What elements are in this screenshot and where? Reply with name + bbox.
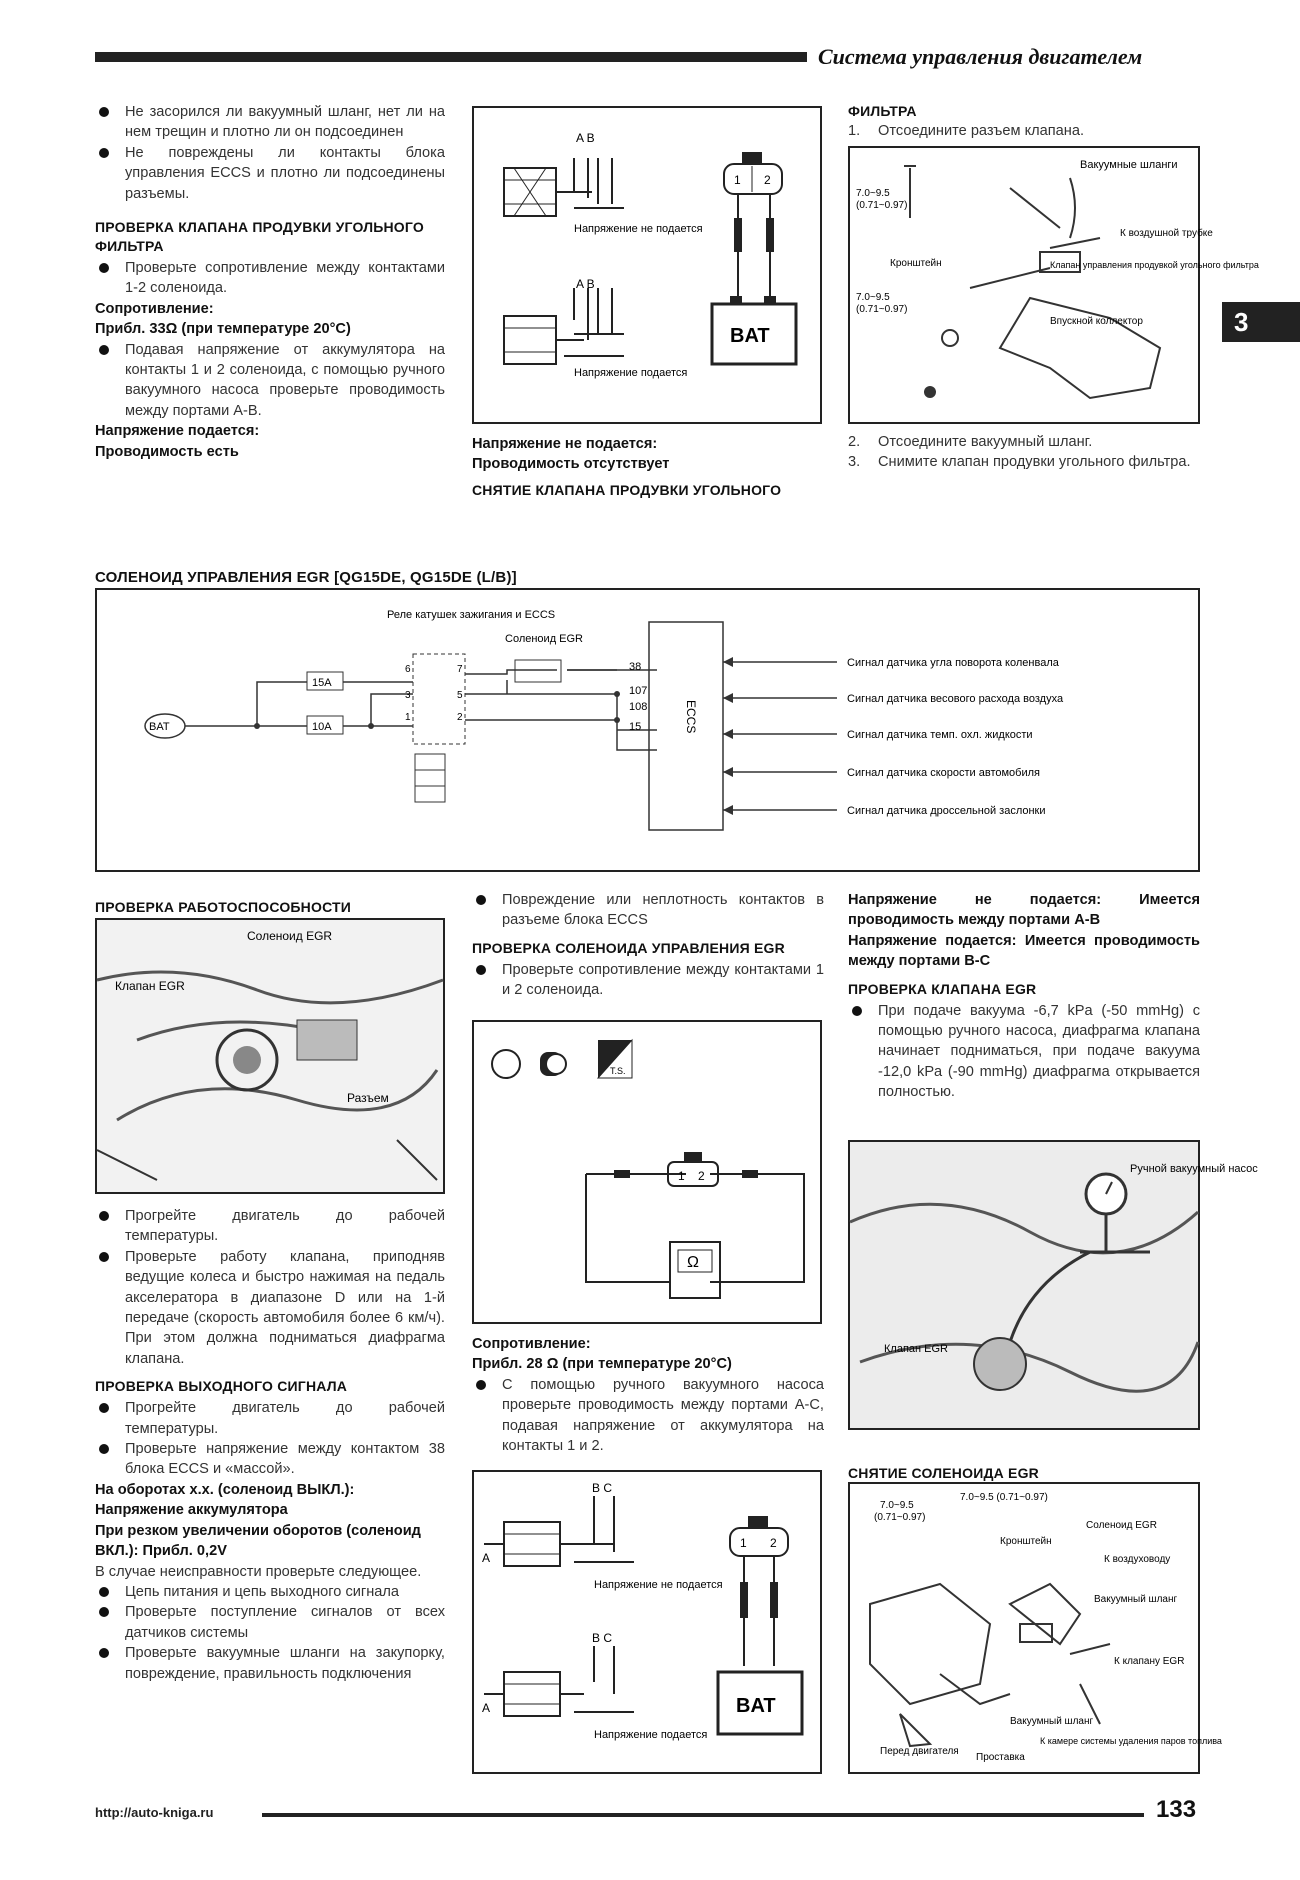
signal-label-2: Сигнал датчика темп. охл. жидкости <box>847 729 1033 741</box>
voltage-label: Напряжение подается <box>574 367 688 379</box>
egr-removal-figure <box>848 1482 1222 1774</box>
signal-arrow <box>723 805 733 815</box>
lbl-conn: Разъем <box>347 1091 389 1105</box>
fig2-pin2: 2 <box>770 1536 777 1550</box>
a-bottom: A <box>482 1701 491 1715</box>
result-not-conductive: Проводимость отсутствует <box>472 456 670 473</box>
svg-text:6: 6 <box>405 664 411 675</box>
bullet-check-valve: Проверьте работу клапана, приподняв ведущие колеса и быстро нажимая на педаль акселератора в диапазоне D или на 1-й передаче (скорость автомобиля более 6 км/ч). При этом должна подниматься диафрагма клапана. <box>95 1247 445 1369</box>
wiring-diagram-frame <box>95 588 1200 872</box>
wiring-diagram <box>97 590 1198 870</box>
lbl-pump: Ручной вакуумный насос <box>1130 1163 1258 1175</box>
egr-sol-test-figure <box>472 1470 822 1774</box>
fault-note: В случае неисправности проверьте следующее. <box>95 1563 422 1580</box>
wiring-title: СОЛЕНОИД УПРАВЛЕНИЯ EGR [QG15DE, QG15DE (L/B)] <box>95 569 517 586</box>
col2-top-text <box>472 434 824 502</box>
result-bc: Напряжение подается: Имеется проводимость между портами В-С <box>848 932 1200 970</box>
resistance-value: Прибл. 33Ω (при температуре 20°С) <box>95 321 351 338</box>
section-filter: ФИЛЬТРА <box>848 103 917 119</box>
lbl-vac2: Вакуумный шланг <box>1010 1716 1094 1727</box>
lbl-spacer: Проставка <box>976 1752 1025 1763</box>
bullet-vac-ac: С помощью ручного вакуумного насоса проверьте проводимость между портами А-С, подавая напряжение от аккумулятора на контакты 1 и 2. <box>472 1375 824 1457</box>
section-operation: ПРОВЕРКА РАБОТОСПОСОБНОСТИ <box>95 899 352 915</box>
step-1: Отсоедините разъем клапана. <box>878 123 1085 139</box>
t1b: (0.71~0.97) <box>874 1512 926 1523</box>
eccs-pin-107: 107 <box>629 685 648 697</box>
fuse-15a: 15A <box>312 677 332 689</box>
bullet-hose: Не засорился ли вакуумный шланг, нет ли на нем трещин и плотно ли он подсоединен <box>95 102 445 143</box>
eccs-label: ECCS <box>684 700 698 734</box>
lbl-sol: Соленоид EGR <box>247 929 333 943</box>
section-removal: СНЯТИЕ КЛАПАНА ПРОДУВКИ УГОЛЬНОГО <box>472 481 782 498</box>
section-solenoid-check: ПРОВЕРКА СОЛЕНОИДА УПРАВЛЕНИЯ EGR <box>472 939 785 956</box>
footer-rule <box>262 1813 1144 1817</box>
lbl-sol2: Соленоид EGR <box>1086 1520 1157 1531</box>
bullet-sensors: Проверьте поступление сигналов от всех датчиков системы <box>95 1602 445 1643</box>
pin2: 2 <box>764 173 771 187</box>
fig2-no-voltage: Напряжение не подается <box>594 1579 723 1591</box>
t1: 7.0~9.5 <box>880 1500 914 1511</box>
torque2b: (0.71~0.97) <box>856 304 908 315</box>
fig2-pin1: 1 <box>740 1536 747 1550</box>
bullet-eccs-connector: Повреждение или неплотность контактов в разъеме блока ECCS <box>472 890 824 931</box>
bullet-warm: Прогрейте двигатель до рабочей температуры. <box>95 1206 445 1247</box>
lbl-to-canister: К камере системы удаления паров топлива <box>1040 1736 1222 1746</box>
solenoid-label: Соленоид EGR <box>505 633 584 645</box>
ports-bottom-label: A B <box>576 277 595 291</box>
bullet-vacuum: При подаче вакуума -6,7 kPa (-50 mmHg) с помощью ручного насоса, диафрагма клапана начинает подниматься, при подаче вакуума -12,0 kPa (-90 mmHg) диафрагма открывается полностью. <box>848 1001 1200 1103</box>
bullet-sol-resistance: Проверьте сопротивление между контактами 1 и 2 соленоида. <box>472 960 824 1001</box>
bc-top: B C <box>592 1481 613 1495</box>
step-3: Снимите клапан продувки угольного фильтра. <box>878 454 1191 471</box>
signal-arrow <box>723 693 733 703</box>
bullet-warm-2: Прогрейте двигатель до рабочей температуры. <box>95 1398 445 1439</box>
bullet-voltage-38: Проверьте напряжение между контактом 38 блока ECCS и «массой». <box>95 1439 445 1480</box>
egr-valve-photo <box>848 1140 1258 1430</box>
lbl-front: Перед двигателя <box>880 1746 959 1757</box>
sol-res-value: Прибл. 28 Ω (при температуре 20°С) <box>472 1356 732 1373</box>
purge-valve-figure <box>472 106 822 424</box>
header-rule <box>95 52 807 62</box>
eccs-pin-15: 15 <box>629 721 642 733</box>
lbl-valve: Клапан EGR <box>115 979 185 993</box>
signal-arrow <box>723 767 733 777</box>
result-voltage-on: Напряжение подается: <box>95 423 260 440</box>
signal-label-1: Сигнал датчика весового расхода воздуха <box>847 693 1064 705</box>
no-voltage-label: Напряжение не подается <box>574 223 703 235</box>
purge-valve-diagram <box>474 108 820 422</box>
page-header-title: Система управления двигателем <box>818 44 1143 69</box>
lbl-bracket: Кронштейн <box>890 258 942 269</box>
bullet-contacts: Не повреждены ли контакты блока управления ECCS и плотно ли подсоединены разъемы. <box>95 143 445 204</box>
lbl-egr-valve: Клапан EGR <box>884 1343 948 1355</box>
section-egr-valve: ПРОВЕРКА КЛАПАНА EGR <box>848 980 1037 997</box>
torque1b: (0.71~0.97) <box>856 200 908 211</box>
signal-label-4: Сигнал датчика дроссельной заслонки <box>847 805 1046 817</box>
ohmmeter-diagram <box>474 1022 820 1322</box>
torque1: 7.0~9.5 <box>856 188 890 199</box>
ts-label: T.S. <box>610 1066 626 1076</box>
fig2-bat: BAT <box>736 1695 776 1717</box>
svg-text:7: 7 <box>457 664 463 675</box>
section-egr-removal: СНЯТИЕ СОЛЕНОИДА EGR <box>848 1465 1039 1481</box>
signal-arrow <box>723 657 733 667</box>
lbl-hose2: Вакуумный шланг <box>1094 1594 1178 1605</box>
lbl-to-air: К воздушной трубке <box>1120 228 1213 239</box>
svg-text:2: 2 <box>457 712 463 723</box>
idle-result: На оборотах х.х. (соленоид ВЫКЛ.): Напряжение аккумулятора <box>95 1481 355 1519</box>
ohm-pin2: 2 <box>698 1169 705 1183</box>
egr-removal-diagram <box>850 1484 1222 1772</box>
svg-text:3: 3 <box>405 690 411 701</box>
bullet-resistance: Проверьте сопротивление между контактами 1-2 соленоида. <box>95 258 445 299</box>
egr-sol-test-diagram <box>474 1472 820 1772</box>
eccs-pin-38: 38 <box>629 661 642 673</box>
lbl-to-duct: К воздуховоду <box>1104 1554 1171 1565</box>
fuse-10a: 10A <box>312 721 332 733</box>
eccs-pin-108: 108 <box>629 701 648 713</box>
battery-label: BAT <box>730 325 770 347</box>
signal-arrow <box>723 729 733 739</box>
section-heading: ПРОВЕРКА КЛАПАНА ПРОДУВКИ УГОЛЬНОГО ФИЛЬТРА <box>95 219 424 255</box>
bullet-voltage-check: Подавая напряжение от аккумулятора на контакты 1 и 2 соленоида, с помощью ручного вакуумного насоса проверьте проводимость между портами А-В. <box>95 340 445 422</box>
lbl-valve: Клапан управления продувкой угольного фильтра <box>1050 260 1259 270</box>
col2-bottom-top <box>472 890 824 1001</box>
torque2: 7.0~9.5 <box>856 292 890 303</box>
result-conductive: Проводимость есть <box>95 443 239 460</box>
fig2-voltage: Напряжение подается <box>594 1729 708 1741</box>
relay-label: Реле катушек зажигания и ECCS <box>387 609 556 621</box>
lbl-vac-hoses: Вакуумные шланги <box>1080 159 1178 171</box>
svg-text:1: 1 <box>405 712 411 723</box>
page-number: 133 <box>1156 1796 1197 1823</box>
col3-top-steps: 2. Отсоедините вакуумный шланг. 3. Снимите клапан продувки угольного фильтра. <box>848 434 1191 471</box>
col2-bottom-text <box>472 1334 824 1456</box>
col3-bottom-text <box>848 890 1200 1103</box>
sol-res-label: Сопротивление: <box>472 1336 591 1352</box>
ohm-figure <box>472 1020 822 1324</box>
t2: 7.0~9.5 (0.71~0.97) <box>960 1492 1048 1503</box>
bc-bottom: B C <box>592 1631 613 1645</box>
lbl-to-valve: К клапану EGR <box>1114 1656 1185 1667</box>
bullet-hoses: Проверьте вакуумные шланги на закупорку, повреждение, правильность подключения <box>95 1643 445 1684</box>
signal-label-3: Сигнал датчика скорости автомобиля <box>847 767 1040 779</box>
footer-url[interactable]: http://auto-kniga.ru <box>95 1805 214 1820</box>
result-ab: Напряжение не подается: Имеется проводимость между портами А-В <box>848 892 1200 929</box>
chapter-tab: 3 <box>1222 302 1300 342</box>
ports-top-label: A B <box>576 131 595 145</box>
egr-valve-photo-sketch <box>850 1142 1258 1428</box>
lbl-manifold: Впускной коллектор <box>1050 316 1143 327</box>
ohm-symbol: Ω <box>687 1254 699 1271</box>
operation-photo <box>95 918 445 1194</box>
purge-removal-figure <box>848 146 1259 424</box>
col1-top <box>95 102 445 462</box>
step-2: Отсоедините вакуумный шланг. <box>878 434 1093 450</box>
wire-bat: BAT <box>149 721 170 733</box>
rev-result: При резком увеличении оборотов (соленоид ВКЛ.): Прибл. 0,2V <box>95 1522 421 1560</box>
bullet-circuit: Цепь питания и цепь выходного сигнала <box>95 1582 445 1602</box>
svg-text:5: 5 <box>457 690 463 701</box>
result-voltage-off: Напряжение не подается: <box>472 436 658 452</box>
purge-removal-diagram <box>850 148 1259 422</box>
a-top: A <box>482 1551 491 1565</box>
engine-photo-sketch <box>97 920 443 1192</box>
lbl-bracket2: Кронштейн <box>1000 1536 1052 1547</box>
pin1: 1 <box>734 173 741 187</box>
resistance-label: Сопротивление: <box>95 300 214 317</box>
section-output: ПРОВЕРКА ВЫХОДНОГО СИГНАЛА <box>95 1378 348 1395</box>
col3-top: ФИЛЬТРА 1. Отсоедините разъем клапана. <box>848 102 1200 141</box>
col1-bottom-text <box>95 1206 445 1684</box>
signal-label-0: Сигнал датчика угла поворота коленвала <box>847 657 1059 669</box>
ohm-pin1: 1 <box>678 1169 685 1183</box>
